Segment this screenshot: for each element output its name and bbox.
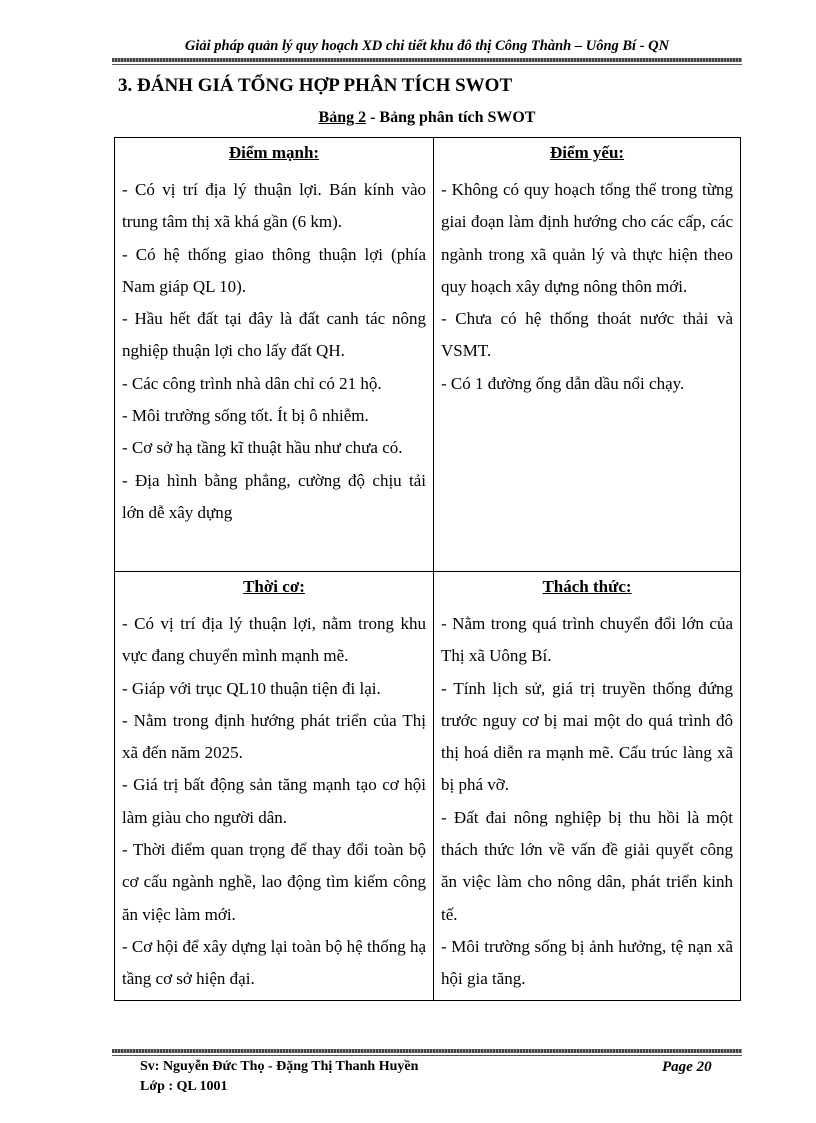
opportunities-item: - Có vị trí địa lý thuận lợi, nằm trong khu vực đang chuyển mình mạnh mẽ. [122, 614, 426, 666]
opportunities-item: - Giá trị bất động sản tăng mạnh tạo cơ hội làm giàu cho người dân. [122, 775, 426, 827]
opportunities-item: - Cơ hội để xây dựng lại toàn bộ hệ thống hạ tầng cơ sở hiện đại. [122, 936, 426, 989]
weaknesses-item: - Có 1 đường ống dẫn dầu nổi chạy. [441, 373, 685, 393]
footer-rule-thin [112, 1055, 742, 1056]
header-rule [112, 58, 742, 62]
strengths-item: - Các công trình nhà dân chỉ có 21 hộ. [122, 373, 382, 393]
footer-rule [112, 1049, 742, 1053]
weaknesses-title: Điểm yếu: [549, 143, 625, 162]
strengths-item: - Có vị trí địa lý thuận lợi. Bán kính vào trung tâm thị xã khá gần (6 km). [122, 180, 426, 232]
section-title: 3. ĐÁNH GIÁ TỔNG HỢP PHÂN TÍCH SWOT [118, 75, 513, 96]
strengths-cell [115, 138, 433, 571]
threats-item: - Nằm trong quá trình chuyển đổi lớn của Thị xã Uông Bí. [441, 614, 733, 666]
threats-list [441, 608, 733, 996]
opportunities-list [122, 608, 426, 996]
opportunities-item: - Nằm trong định hướng phát triển của Thị xã đến năm 2025. [122, 710, 426, 763]
weaknesses-item: - Chưa có hệ thống thoát nước thải và VSMT. [441, 309, 733, 361]
threats-cell [434, 572, 740, 1000]
header-rule-thin [112, 64, 742, 65]
table-caption-text: - Bảng phân tích SWOT [366, 109, 536, 126]
strengths-item: - Cơ sở hạ tầng kĩ thuật hầu như chưa có. [122, 438, 403, 458]
opportunities-item: - Giáp với trục QL10 thuận tiện đi lại. [122, 678, 381, 698]
running-header: Giải pháp quản lý quy hoạch XD chi tiết khu đô thị Công Thành – Uông Bí - QN [184, 38, 670, 54]
footer-students: Sv: Nguyễn Đức Thọ - Đặng Thị Thanh Huyền [140, 1059, 419, 1074]
strengths-item: - Hầu hết đất tại đây là đất canh tác nông nghiệp thuận lợi cho lấy đất QH. [122, 309, 426, 361]
weaknesses-cell [434, 138, 740, 571]
table-caption [112, 109, 742, 127]
table-caption-label: Bảng 2 [318, 109, 367, 126]
strengths-item: - Có hệ thống giao thông thuận lợi (phía Nam giáp QL 10). [122, 244, 426, 296]
opportunities-cell [115, 572, 433, 1000]
threats-item: - Môi trường sống bị ảnh hưởng, tệ nạn xã hội gia tăng. [441, 936, 733, 989]
opportunities-title: Thời cơ: [243, 577, 305, 596]
threats-item: - Đất đai nông nghiệp bị thu hồi là một thách thức lớn về vấn đề giải quyết công ăn việc làm cho nông dân, phát triển kinh tế. [441, 807, 733, 924]
swot-table [114, 137, 741, 1001]
weaknesses-list [441, 174, 733, 400]
page-number: Page 20 [662, 1059, 712, 1075]
weaknesses-item: - Không có quy hoạch tổng thể trong từng giai đoạn làm định hướng cho các cấp, các ngành trong xã quản lý và thực hiện theo quy hoạch xây dựng nông thôn mới. [441, 180, 733, 296]
opportunities-item: - Thời điểm quan trọng để thay đổi toàn bộ cơ cấu ngành nghề, lao động tìm kiếm công ăn việc làm mới. [122, 840, 426, 924]
strengths-title: Điểm mạnh: [228, 143, 320, 162]
strengths-item: - Môi trường sống tốt. Ít bị ô nhiễm. [122, 406, 369, 426]
strengths-item: - Địa hình bằng phẳng, cường độ chịu tải lớn dễ xây dựng [122, 470, 426, 522]
threats-title: Thách thức: [542, 577, 632, 596]
threats-item: - Tính lịch sử, giá trị truyền thống đứng trước nguy cơ bị mai một do quá trình đô thị hoá diễn ra mạnh mẽ. Cấu trúc làng xã bị phá vỡ. [441, 678, 733, 795]
strengths-list [122, 174, 426, 529]
footer-class: Lớp : QL 1001 [140, 1079, 228, 1094]
